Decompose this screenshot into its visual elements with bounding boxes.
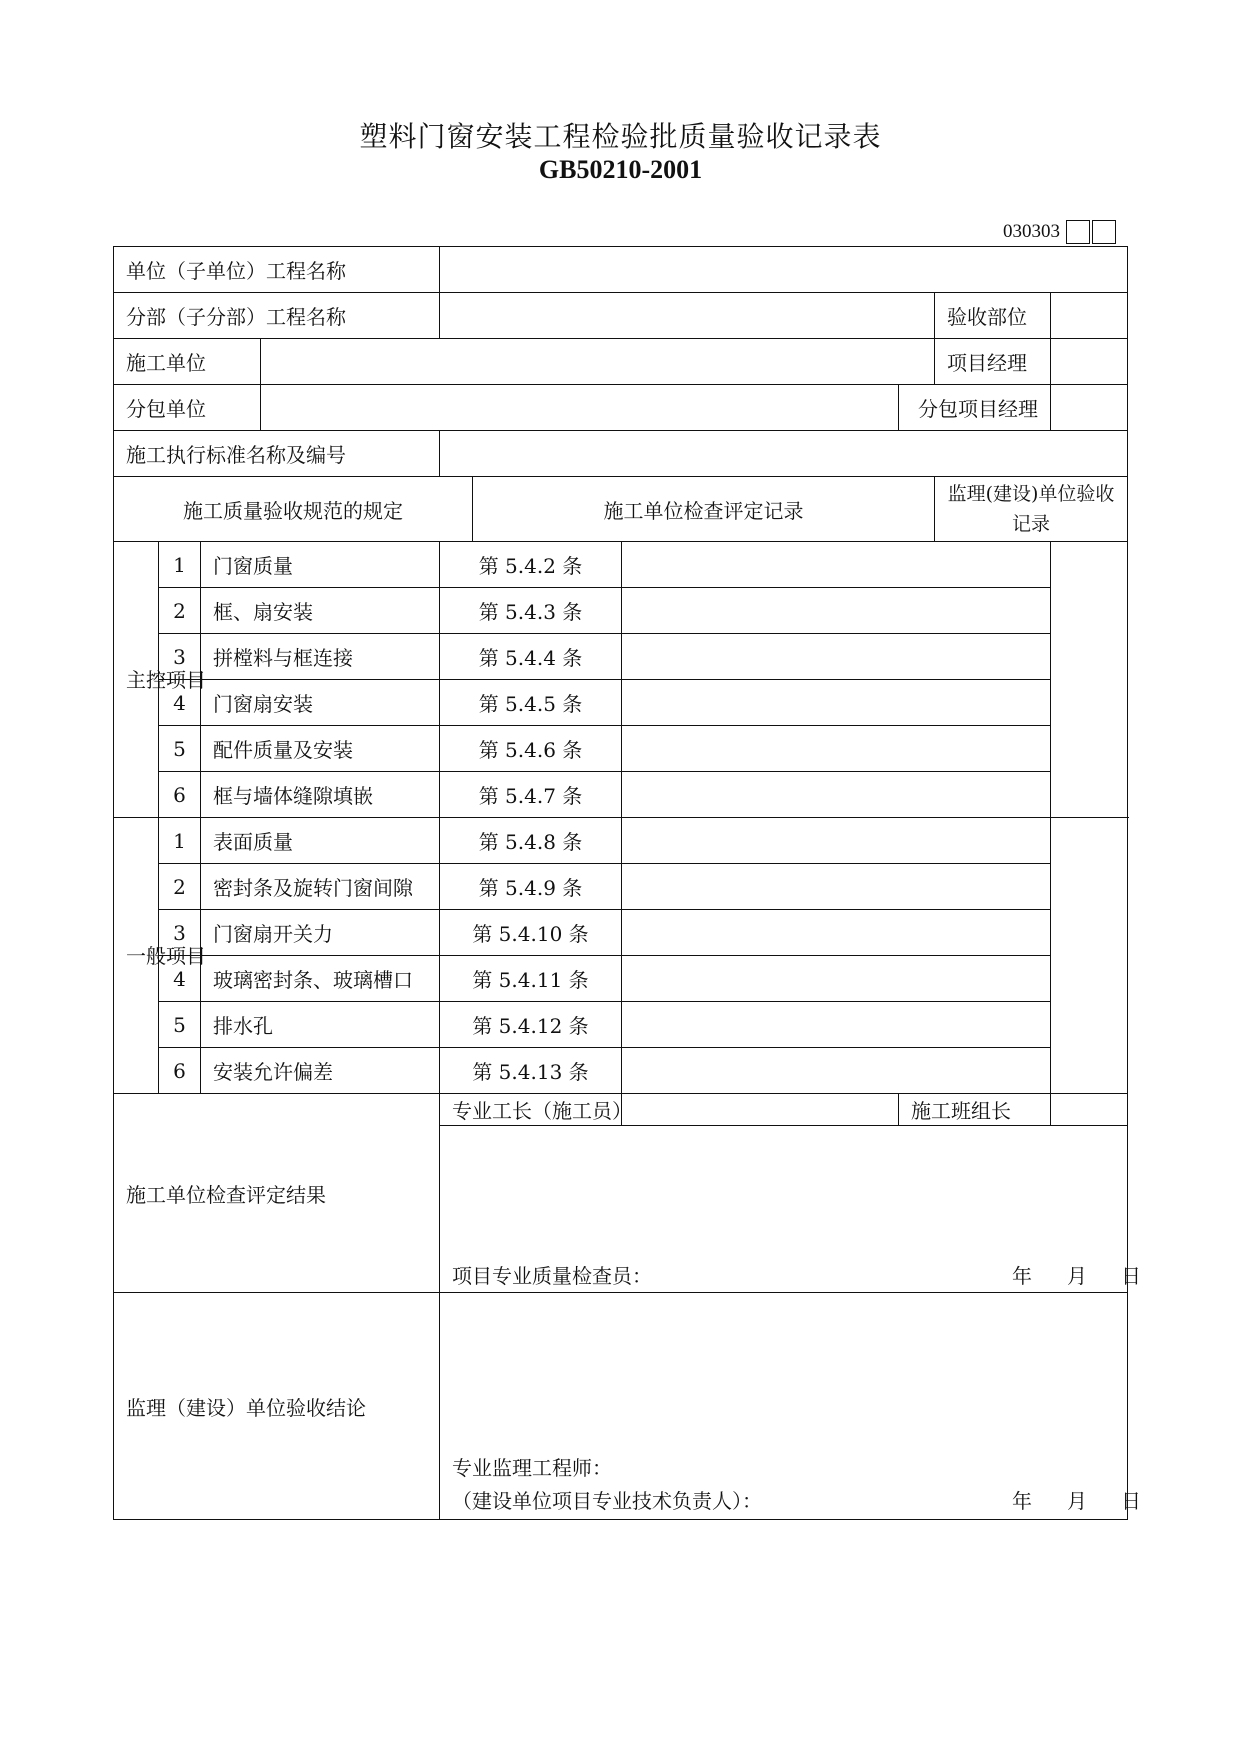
foreman-label: 专业工长（施工员） — [440, 1094, 622, 1126]
standard-value[interactable] — [440, 431, 1128, 477]
date-month: 月 — [1067, 1489, 1087, 1513]
project-manager-label: 项目经理 — [935, 339, 1051, 385]
date-year: 年 — [1012, 1489, 1032, 1513]
item-clause: 第 5.4.6 条 — [440, 726, 622, 772]
division-value[interactable] — [440, 293, 935, 339]
row-number: 5 — [159, 1002, 201, 1048]
row-number: 1 — [159, 542, 201, 588]
check-record-cell[interactable] — [622, 542, 1051, 588]
table-row — [114, 910, 1128, 956]
acceptance-part-label: 验收部位 — [935, 293, 1051, 339]
division-label: 分部（子分部）工程名称 — [114, 293, 440, 339]
item-name: 玻璃密封条、玻璃槽口 — [201, 956, 440, 1002]
check-record-cell[interactable] — [622, 634, 1051, 680]
item-clause: 第 5.4.11 条 — [440, 956, 622, 1002]
info-row-unit — [114, 247, 1128, 293]
item-name: 排水孔 — [201, 1002, 440, 1048]
form-code: 030303 — [1003, 221, 1060, 242]
item-name: 表面质量 — [201, 818, 440, 864]
row-number: 2 — [159, 588, 201, 634]
subcontract-unit-value[interactable] — [261, 385, 899, 431]
construction-result-cell[interactable] — [440, 1126, 1141, 1293]
info-row-construction — [114, 339, 1128, 385]
standard-code: GB50210-2001 — [538, 155, 703, 184]
check-record-cell[interactable] — [622, 1002, 1051, 1048]
engineer-label: 专业监理工程师： — [452, 1456, 612, 1480]
check-record-header: 施工单位检查评定记录 — [473, 477, 935, 542]
check-record-cell[interactable] — [622, 956, 1051, 1002]
row-number: 1 — [159, 818, 201, 864]
row-number: 6 — [159, 1048, 201, 1094]
subcontract-manager-value[interactable] — [1051, 385, 1128, 431]
check-record-cell[interactable] — [622, 588, 1051, 634]
foreman-value[interactable] — [622, 1094, 899, 1126]
check-record-cell[interactable] — [622, 1048, 1051, 1094]
info-row-standard — [114, 431, 1128, 477]
table-row — [114, 1002, 1128, 1048]
item-name: 配件质量及安装 — [201, 726, 440, 772]
table-row — [114, 542, 1128, 588]
table-row — [114, 1048, 1128, 1094]
date-month: 月 — [1067, 1264, 1087, 1288]
supervision-result-cell[interactable] — [440, 1293, 1141, 1520]
date-day: 日 — [1121, 1489, 1141, 1513]
supervision-result-row — [114, 1293, 1128, 1520]
item-name: 拼樘料与框连接 — [201, 634, 440, 680]
row-number: 4 — [159, 956, 201, 1002]
project-manager-value[interactable] — [1051, 339, 1128, 385]
date-year: 年 — [1012, 1264, 1032, 1288]
construction-result-label: 施工单位检查评定结果 — [114, 1094, 440, 1293]
form-code-row — [1003, 219, 1116, 245]
item-clause: 第 5.4.2 条 — [440, 542, 622, 588]
construction-unit-label: 施工单位 — [114, 339, 261, 385]
page-title: 塑料门窗安装工程检验批质量验收记录表 — [359, 120, 882, 153]
item-clause: 第 5.4.8 条 — [440, 818, 622, 864]
item-name: 门窗扇安装 — [201, 680, 440, 726]
signoff-row — [114, 1094, 1128, 1126]
item-clause: 第 5.4.9 条 — [440, 864, 622, 910]
code-box-1[interactable] — [1066, 220, 1090, 244]
spec-header: 施工质量验收规范的规定 — [114, 477, 473, 542]
row-number: 3 — [159, 634, 201, 680]
table-row — [114, 956, 1128, 1002]
item-clause: 第 5.4.4 条 — [440, 634, 622, 680]
item-clause: 第 5.4.12 条 — [440, 1002, 622, 1048]
acceptance-part-value[interactable] — [1051, 293, 1128, 339]
table-row — [114, 588, 1128, 634]
table-row — [114, 818, 1128, 864]
row-number: 3 — [159, 910, 201, 956]
supervision-result-label: 监理（建设）单位验收结论 — [114, 1293, 440, 1520]
unit-project-label: 单位（子单位）工程名称 — [114, 247, 440, 293]
item-clause: 第 5.4.10 条 — [440, 910, 622, 956]
row-number: 4 — [159, 680, 201, 726]
check-record-cell[interactable] — [622, 864, 1051, 910]
construction-unit-value[interactable] — [261, 339, 935, 385]
check-record-cell[interactable] — [622, 680, 1051, 726]
subcontract-manager-label: 分包项目经理 — [899, 385, 1051, 431]
table-row — [114, 864, 1128, 910]
table-row — [114, 680, 1128, 726]
table-row — [114, 772, 1128, 818]
supervision-record-cell[interactable] — [1051, 542, 1128, 818]
code-box-2[interactable] — [1092, 220, 1116, 244]
team-leader-value[interactable] — [1051, 1094, 1128, 1126]
column-header-row — [114, 477, 1128, 542]
table-row — [114, 634, 1128, 680]
check-record-cell[interactable] — [622, 726, 1051, 772]
owner-label: （建设单位项目专业技术负责人）： — [452, 1489, 762, 1513]
row-number: 5 — [159, 726, 201, 772]
date-day: 日 — [1121, 1264, 1141, 1288]
acceptance-record-table — [113, 246, 1141, 1520]
item-clause: 第 5.4.13 条 — [440, 1048, 622, 1094]
item-name: 密封条及旋转门窗间隙 — [201, 864, 440, 910]
check-record-cell[interactable] — [622, 772, 1051, 818]
general-items-label: 一般项目 — [114, 818, 159, 1094]
item-clause: 第 5.4.7 条 — [440, 772, 622, 818]
item-name: 框与墙体缝隙填嵌 — [201, 772, 440, 818]
info-row-division — [114, 293, 1128, 339]
info-row-subcontract — [114, 385, 1128, 431]
supervision-record-cell[interactable] — [1051, 818, 1128, 1094]
inspector-label: 项目专业质量检查员： — [452, 1264, 652, 1288]
main-items-label: 主控项目 — [114, 542, 159, 818]
item-name: 安装允许偏差 — [201, 1048, 440, 1094]
item-name: 门窗质量 — [201, 542, 440, 588]
team-leader-label: 施工班组长 — [899, 1094, 1051, 1126]
subcontract-unit-label: 分包单位 — [114, 385, 261, 431]
table-row — [114, 726, 1128, 772]
item-name: 框、扇安装 — [201, 588, 440, 634]
item-name: 门窗扇开关力 — [201, 910, 440, 956]
check-record-cell[interactable] — [622, 818, 1051, 864]
row-number: 2 — [159, 864, 201, 910]
standard-label: 施工执行标准名称及编号 — [114, 431, 440, 477]
unit-project-value[interactable] — [440, 247, 1128, 293]
check-record-cell[interactable] — [622, 910, 1051, 956]
item-clause: 第 5.4.3 条 — [440, 588, 622, 634]
supervision-record-header: 监理(建设)单位验收记录 — [935, 477, 1128, 542]
row-number: 6 — [159, 772, 201, 818]
item-clause: 第 5.4.5 条 — [440, 680, 622, 726]
